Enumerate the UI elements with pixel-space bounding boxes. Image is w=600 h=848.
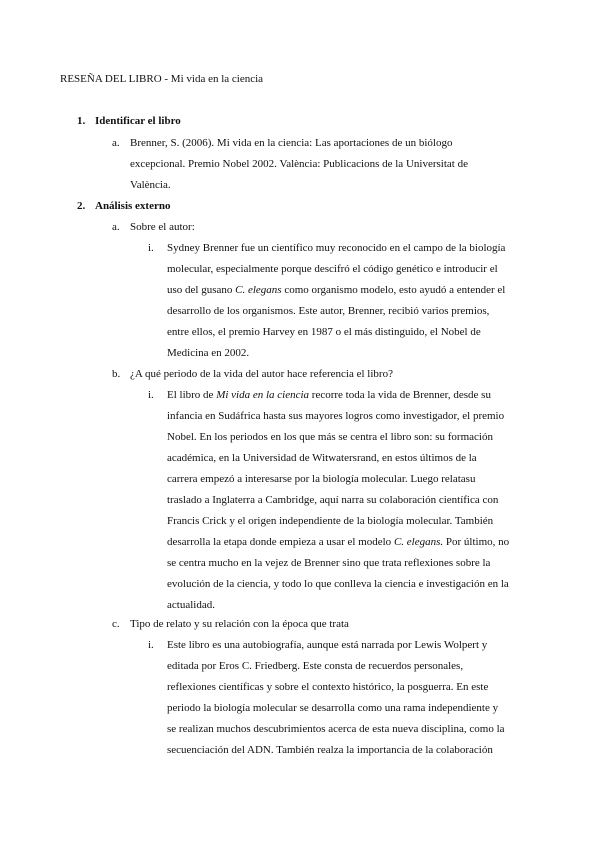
text-line: infancia en Sudáfrica hasta sus mayores logros como investigador, el premio — [167, 410, 505, 422]
section-2-item-a-sub-marker: i. — [148, 242, 154, 254]
species-name: C. elegans — [235, 284, 282, 296]
section-2-item-a-label: Sobre el autor: — [130, 221, 195, 233]
text-line: académica, en la Universidad de Witwatersrand, en estos últimos de la — [167, 452, 477, 464]
text-line: se realizan muchos descubrimientos acerca de esta nueva disciplina, como la — [167, 723, 505, 735]
text-line — [167, 280, 505, 301]
text-line: reflexiones científicas y sobre el contexto histórico, la posguerra. En este — [167, 681, 489, 693]
section-1-heading: Identificar el libro — [95, 115, 181, 127]
species-name: C. elegans. — [393, 536, 444, 548]
text-segment: como organismo modelo, esto ayudó a entender el — [281, 284, 506, 296]
text-line: Francis Crick y el origen independiente de la biología molecular. También — [167, 515, 494, 527]
text-line: carrera empezó a interesarse por la biología molecular. Luego relatasu — [167, 473, 476, 485]
text-line: se centra mucho en la vejez de Brenner sino que trata reflexiones sobre la — [167, 557, 491, 569]
text-segment: desarrolla la etapa donde empieza a usar el modelo — [167, 536, 394, 548]
document-title: RESEÑA DEL LIBRO - Mi vida en la ciencia — [60, 73, 264, 85]
section-2-item-c-marker: c. — [112, 618, 120, 630]
section-2-item-c-sub-marker: i. — [148, 639, 154, 651]
text-line: Nobel. En los periodos en los que más se centra el libro son: su formación — [167, 431, 493, 443]
text-segment: recorre toda la vida de Brenner, desde su — [309, 389, 491, 401]
text-line: València. — [130, 179, 171, 191]
text-segment: Por último, no — [443, 536, 510, 548]
section-2-item-a-sub-text — [167, 238, 505, 364]
text-line: secuenciación del ADN. También realza la importancia de la colaboración — [167, 744, 493, 756]
text-line: desarrollo de los organismos. Este autor, Brenner, recibió varios premios, — [167, 305, 490, 317]
section-2-item-b-sub-text — [167, 385, 509, 616]
text-line — [167, 385, 509, 406]
section-2-item-b-marker: b. — [112, 368, 121, 380]
section-2-number: 2. — [77, 200, 86, 212]
text-line: actualidad. — [167, 599, 215, 611]
text-line: editada por Eros C. Friedberg. Este consta de recuerdos personales, — [167, 660, 464, 672]
text-line: Este libro es una autobiografía, aunque está narrada por Lewis Wolpert y — [167, 639, 488, 651]
text-segment: uso del gusano — [167, 284, 236, 296]
text-line — [167, 532, 509, 553]
section-2-item-c-label: Tipo de relato y su relación con la época que trata — [130, 618, 349, 630]
text-segment: El libro de — [167, 389, 217, 401]
section-2-item-b-label: ¿A qué periodo de la vida del autor hace referencia el libro? — [130, 368, 393, 380]
text-line: molecular, especialmente porque descifró el código genético e introducir el — [167, 263, 498, 275]
section-1-item-a-text — [130, 133, 468, 196]
book-title: Mi vida en la ciencia — [216, 389, 310, 401]
text-line: excepcional. Premio Nobel 2002. València: Publicacions de la Universitat de — [130, 158, 468, 170]
text-line: entre ellos, el premio Harvey en 1987 o el más distinguido, el Nobel de — [167, 326, 481, 338]
text-line: Brenner, S. (2006). Mi vida en la ciencia: Las aportaciones de un biólogo — [130, 137, 453, 149]
section-2-item-b-sub-marker: i. — [148, 389, 154, 401]
text-line: Sydney Brenner fue un científico muy reconocido en el campo de la biología — [167, 242, 506, 254]
text-line: Medicina en 2002. — [167, 347, 250, 359]
text-line: periodo la biología molecular se desarrolla como una rama independiente y — [167, 702, 499, 714]
section-2-item-a-marker: a. — [112, 221, 120, 233]
section-2-heading: Análisis externo — [95, 200, 171, 212]
section-1-number: 1. — [77, 115, 86, 127]
text-line: traslado a Inglaterra a Cambridge, aquí narra su colaboración científica con — [167, 494, 499, 506]
section-1-item-a-marker: a. — [112, 137, 120, 149]
text-line: evolución de la ciencia, y todo lo que conlleva la ciencia e investigación en la — [167, 578, 509, 590]
section-2-item-c-sub-text — [167, 635, 505, 761]
